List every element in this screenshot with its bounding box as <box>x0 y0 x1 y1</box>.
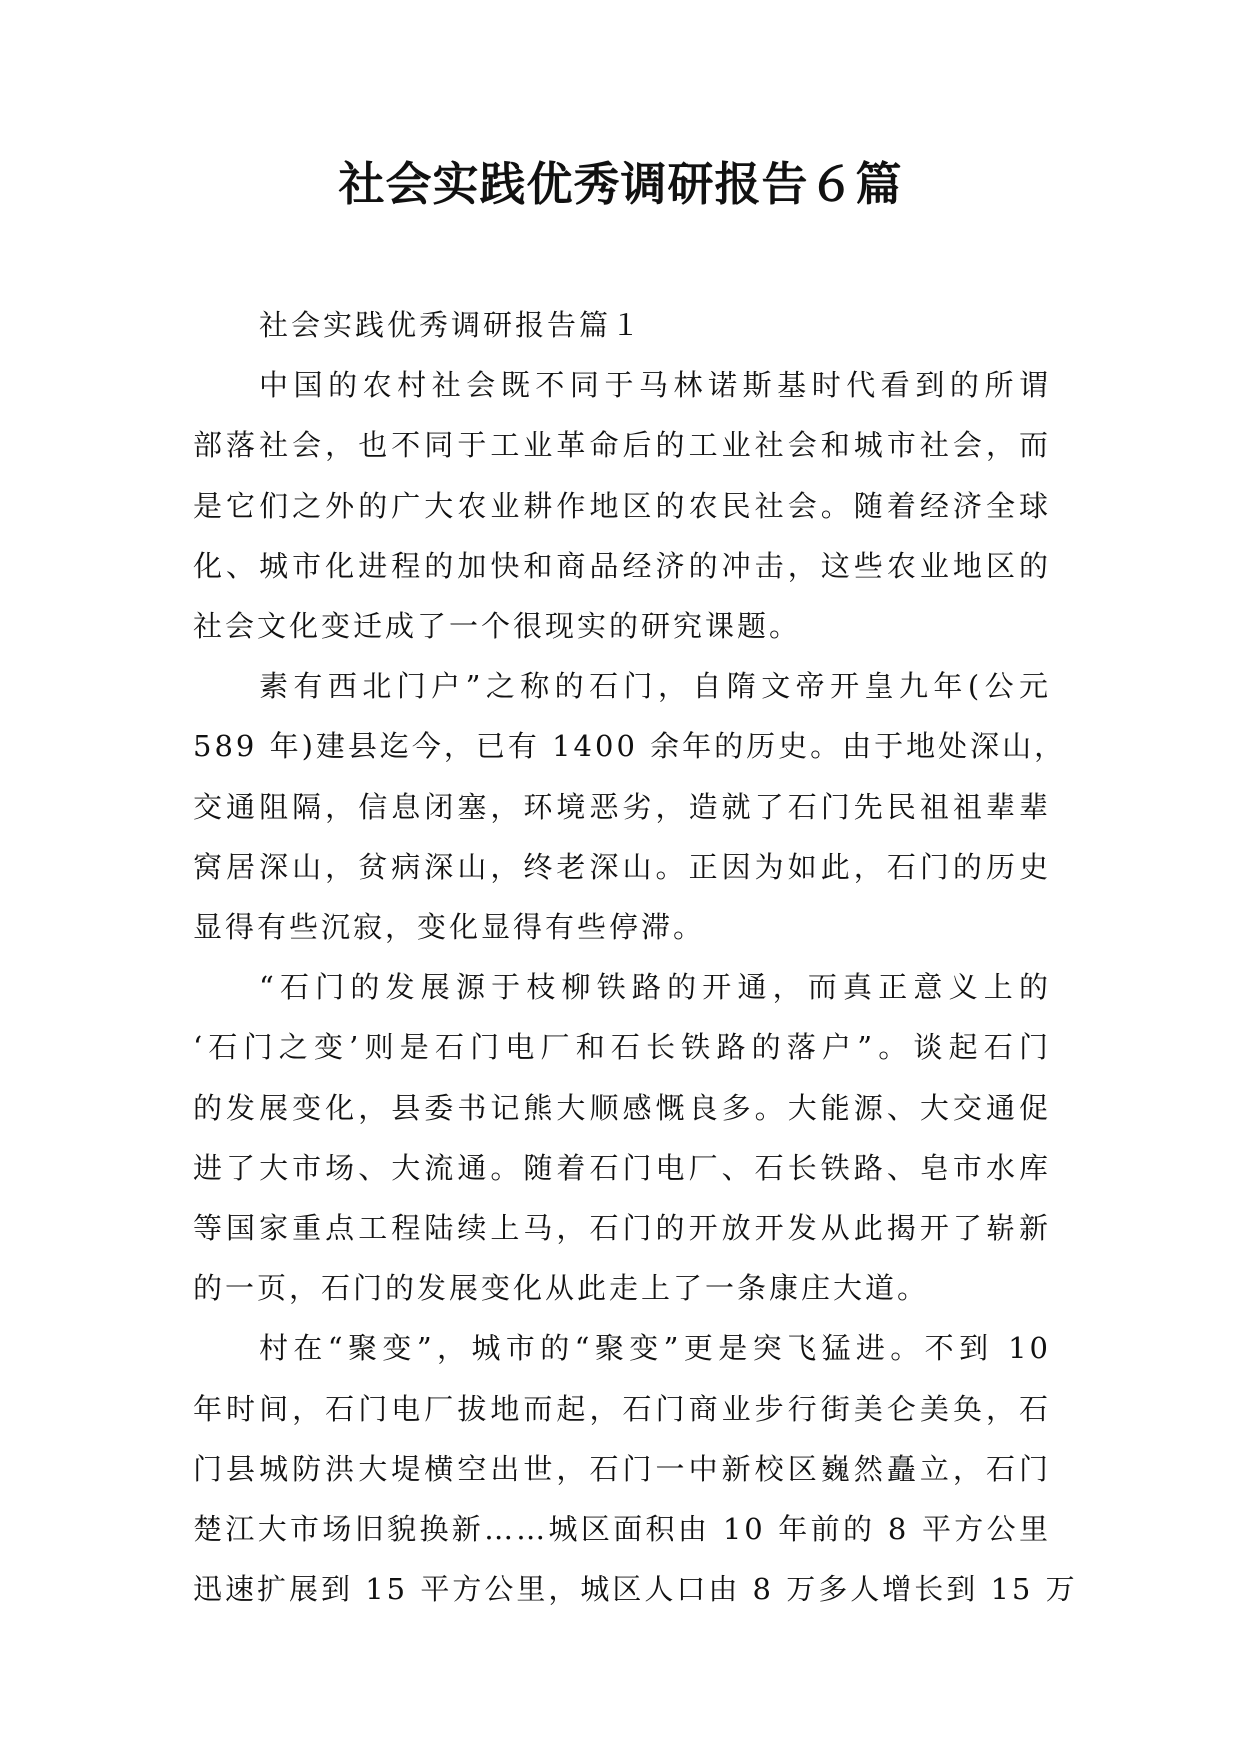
paragraph-line: 迅速扩展到 15 平方公里，城区人口由 8 万多人增长到 15 万 <box>193 1572 1078 1607</box>
paragraph-line: 中国的农村社会既不同于马林诺斯基时代看到的所谓 <box>259 368 1051 403</box>
paragraph-line: 是它们之外的广大农业耕作地区的农民社会。随着经济全球 <box>193 488 1051 523</box>
paragraph-line: 年时间，石门电厂拔地而起，石门商业步行街美仑美奂，石 <box>193 1391 1051 1426</box>
paragraph-line: 的发展变化，县委书记熊大顺感慨良多。大能源、大交通促 <box>193 1090 1051 1125</box>
section-heading: 社会实践优秀调研报告篇１ <box>259 308 644 342</box>
paragraph-4 <box>193 1318 1078 1619</box>
paragraph-2 <box>193 656 1067 957</box>
paragraph-line: 部落社会，也不同于工业革命后的工业社会和城市社会，而 <box>193 428 1051 463</box>
paragraph-line: 楚江大市场旧貌换新……城区面积由 10 年前的 8 平方公里 <box>193 1512 1051 1547</box>
paragraph-line: 进了大市场、大流通。随着石门电厂、石长铁路、皂市水库 <box>193 1150 1051 1185</box>
document-title: 社会实践优秀调研报告６篇 <box>338 157 903 211</box>
paragraph-line: 社会文化变迁成了一个很现实的研究课题。 <box>193 609 802 644</box>
document-body <box>193 295 1078 1619</box>
paragraph-line: “石门的发展源于枝柳铁路的开通，而真正意义上的 <box>259 970 1051 1005</box>
paragraph-line: 等国家重点工程陆续上马，石门的开放开发从此揭开了崭新 <box>193 1211 1051 1246</box>
paragraph-line: 门县城防洪大堤横空出世，石门一中新校区巍然矗立，石门 <box>193 1451 1051 1486</box>
paragraph-line: 素有西北门户”之称的石门，自隋文帝开皇九年(公元 <box>259 669 1051 704</box>
paragraph-line: 589 年)建县迄今，已有 1400 余年的历史。由于地处深山， <box>193 729 1067 764</box>
paragraph-line: 村在“聚变”，城市的“聚变”更是突飞猛进。不到 10 <box>259 1331 1051 1366</box>
paragraph-line: 窝居深山，贫病深山，终老深山。正因为如此，石门的历史 <box>193 849 1051 884</box>
paragraph-3 <box>193 957 1051 1318</box>
paragraph-line: 的一页，石门的发展变化从此走上了一条康庄大道。 <box>193 1271 930 1306</box>
paragraph-line: 交通阻隔，信息闭塞，环境恶劣，造就了石门先民祖祖辈辈 <box>193 789 1051 824</box>
paragraph-line: ‘石门之变’则是石门电厂和石长铁路的落户”。谈起石门 <box>193 1030 1051 1065</box>
paragraph-line: 显得有些沉寂，变化显得有些停滞。 <box>193 910 706 945</box>
paragraph-line: 化、城市化进程的加快和商品经济的冲击，这些农业地区的 <box>193 548 1051 583</box>
paragraph-1 <box>193 355 1051 656</box>
